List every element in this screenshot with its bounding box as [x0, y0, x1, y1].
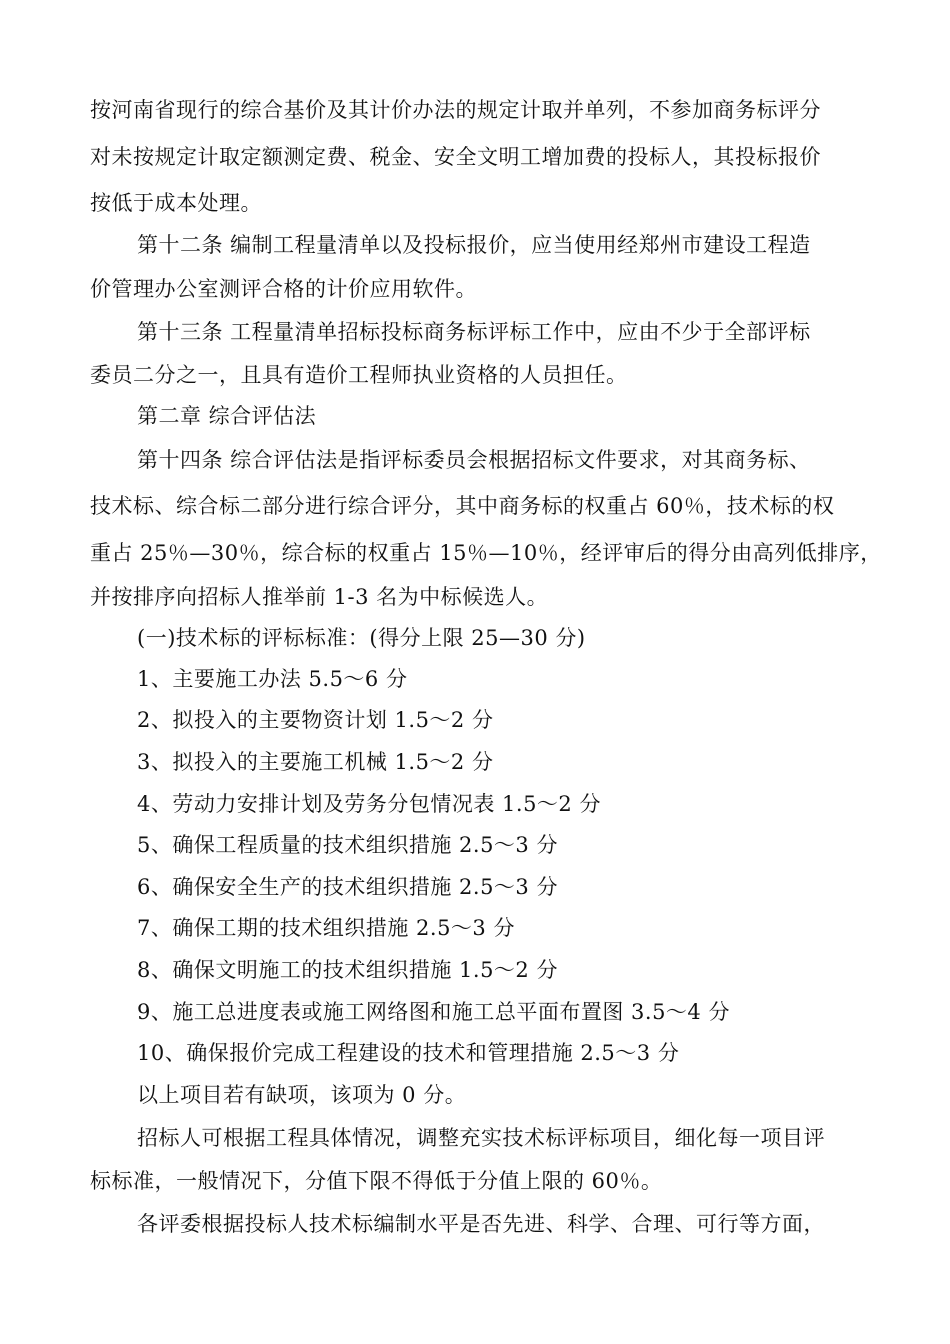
list-item: 9、施工总进度表或施工网络图和施工总平面布置图 3.5～4 分 [137, 1000, 730, 1024]
text-line: 对未按规定计取定额测定费、税金、安全文明工增加费的投标人，其投标报价 [90, 145, 821, 169]
chapter-heading: 第二章 综合评估法 [137, 404, 317, 428]
list-item: 10、确保报价完成工程建设的技术和管理措施 2.5～3 分 [137, 1041, 680, 1065]
list-item: 1、主要施工办法 5.5～6 分 [137, 667, 408, 691]
text-line: 委员二分之一，且具有造价工程师执业资格的人员担任。 [90, 363, 628, 387]
text-line: 招标人可根据工程具体情况，调整充实技术标评标项目，细化每一项目评 [137, 1126, 825, 1150]
section-heading: (一)技术标的评标标准：(得分上限 25—30 分) [137, 626, 586, 650]
text-line: 技术标、综合标二部分进行综合评分，其中商务标的权重占 60％，技术标的权 [90, 494, 835, 518]
text-line: 各评委根据投标人技术标编制水平是否先进、科学、合理、可行等方面， [137, 1212, 825, 1236]
text-line: 重占 25％—30％，综合标的权重占 15％—10％，经评审后的得分由高列低排序， [90, 541, 882, 565]
list-item: 2、拟投入的主要物资计划 1.5～2 分 [137, 708, 494, 732]
text-line: 并按排序向招标人推举前 1-3 名为中标候选人。 [90, 585, 549, 609]
list-item: 7、确保工期的技术组织措施 2.5～3 分 [137, 916, 515, 940]
text-line: 第十四条 综合评估法是指评标委员会根据招标文件要求，对其商务标、 [137, 448, 811, 472]
list-item: 4、劳动力安排计划及劳务分包情况表 1.5～2 分 [137, 792, 601, 816]
text-line: 以上项目若有缺项，该项为 0 分。 [137, 1083, 467, 1107]
list-item: 6、确保安全生产的技术组织措施 2.5～3 分 [137, 875, 558, 899]
list-item: 8、确保文明施工的技术组织措施 1.5～2 分 [137, 958, 558, 982]
text-line: 标标准，一般情况下，分值下限不得低于分值上限的 60％。 [90, 1169, 663, 1193]
list-item: 5、确保工程质量的技术组织措施 2.5～3 分 [137, 833, 558, 857]
text-line: 第十二条 编制工程量清单以及投标报价，应当使用经郑州市建设工程造 [137, 233, 811, 257]
text-line: 价管理办公室测评合格的计价应用软件。 [90, 277, 477, 301]
text-line: 第十三条 工程量清单招标投标商务标评标工作中，应由不少于全部评标 [137, 320, 811, 344]
text-line: 按低于成本处理。 [90, 191, 262, 215]
list-item: 3、拟投入的主要施工机械 1.5～2 分 [137, 750, 494, 774]
text-line: 按河南省现行的综合基价及其计价办法的规定计取并单列，不参加商务标评分 [90, 98, 821, 122]
